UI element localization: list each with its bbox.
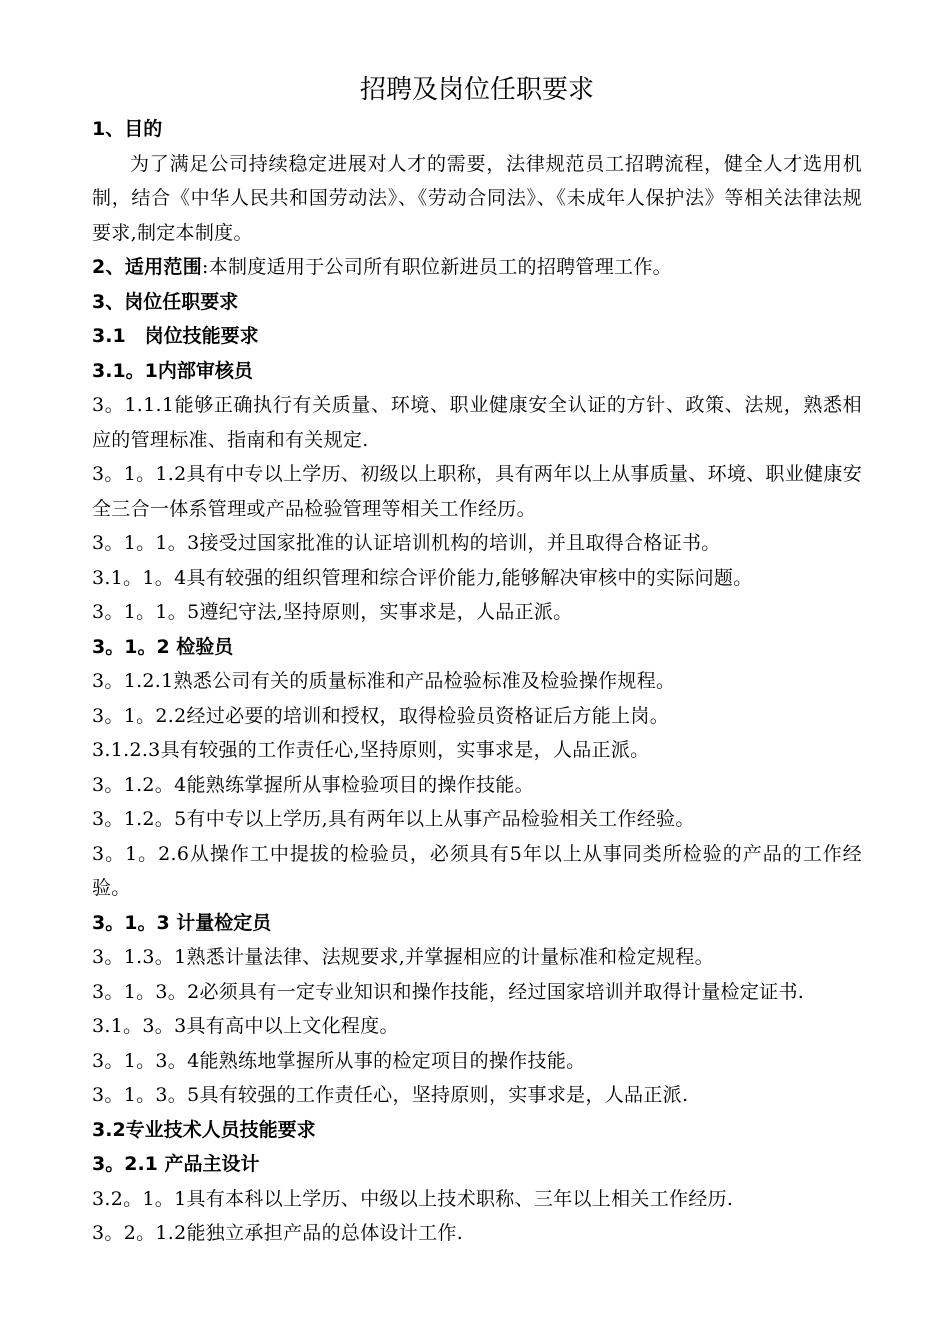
list-item: 3。1。1。5遵纪守法,坚持原则，实事求是，人品正派。	[92, 601, 573, 623]
list-item: 3。1。1。3接受过国家批准的认证培训机构的培训，并且取得合格证书。	[92, 532, 721, 554]
list-item: 3。1.2.1熟悉公司有关的质量标准和产品检验标准及检验操作规程。	[92, 670, 676, 692]
list-item: 3。1。2.6从操作工中提拔的检验员，必须具有5年以上从事同类所检验的产品的工作经验。	[92, 842, 862, 899]
list-item: 3。1。2.2经过必要的培训和授权，取得检验员资格证后方能上岗。	[92, 704, 669, 727]
purpose-paragraph: 为了满足公司持续稳定进展对人才的需要，法律规范员工招聘流程，健全人才选用机制，结合《中华人民共和国劳动法》、《劳动合同法》、《未成年人保护法》等相关法律法规要求,制定本制度。	[92, 152, 862, 244]
scope-paragraph	[92, 250, 862, 285]
list-item: 3.2。1。1具有本科以上学历、中级以上技术职称、三年以上相关工作经历.	[92, 1187, 734, 1210]
list-item: 3.1。3。3具有高中以上文化程度。	[92, 1015, 399, 1037]
list-item: 3。1。1.2具有中专以上学历、初级以上职称，具有两年以上从事质量、环境、职业健康安全三合一体系管理或产品检验管理等相关工作经历。	[92, 463, 862, 520]
subsection-heading-3-1-1: 3.1。1内部审核员	[92, 359, 253, 382]
list-item: 3.1。1。4具有较强的组织管理和综合评价能力,能够解决审核中的实际问题。	[92, 566, 753, 589]
subsection-heading-3-2: 3.2专业技术人员技能要求	[92, 1118, 316, 1141]
scope-label: 2、适用范围	[92, 256, 203, 278]
subsection-heading-3-1-2: 3。1。2 检验员	[92, 635, 234, 658]
list-item: 3.1.2.3具有较强的工作责任心,坚持原则，实事求是，人品正派。	[92, 739, 650, 761]
section-heading-requirements: 3、岗位任职要求	[92, 290, 239, 313]
page-title: 招聘及岗位任职要求	[359, 75, 594, 105]
list-item: 3。1.2。4能熟练掌握所从事检验项目的操作技能。	[92, 773, 534, 796]
list-item: 3。1。3。4能熟练地掌握所从事的检定项目的操作技能。	[92, 1049, 586, 1072]
list-item: 3。1.2。5有中专以上学历,具有两年以上从事产品检验相关工作经验。	[92, 808, 695, 830]
list-item: 3。1.1.1能够正确执行有关质量、环境、职业健康安全认证的方针、政策、法规，熟悉相应的管理标准、指南和有关规定.	[92, 394, 862, 451]
list-item: 3。2。1.2能独立承担产品的总体设计工作.	[92, 1222, 464, 1244]
subsection-heading-3-1: 3.1 岗位技能要求	[92, 325, 259, 347]
scope-text: :本制度适用于公司所有职位新进员工的招聘管理工作。	[202, 256, 672, 278]
list-item: 3。1。3。5具有较强的工作责任心，坚持原则，实事求是，人品正派.	[92, 1084, 689, 1106]
subsection-heading-3-2-1: 3。2.1 产品主设计	[92, 1153, 260, 1175]
section-heading-purpose: 1、目的	[92, 118, 163, 140]
list-item: 3。1.3。1熟悉计量法律、法规要求,并掌握相应的计量标准和检定规程。	[92, 946, 714, 968]
subsection-heading-3-1-3: 3。1。3 计量检定员	[92, 911, 272, 934]
list-item: 3。1。3。2必须具有一定专业知识和操作技能，经过国家培训并取得计量检定证书.	[92, 980, 805, 1003]
